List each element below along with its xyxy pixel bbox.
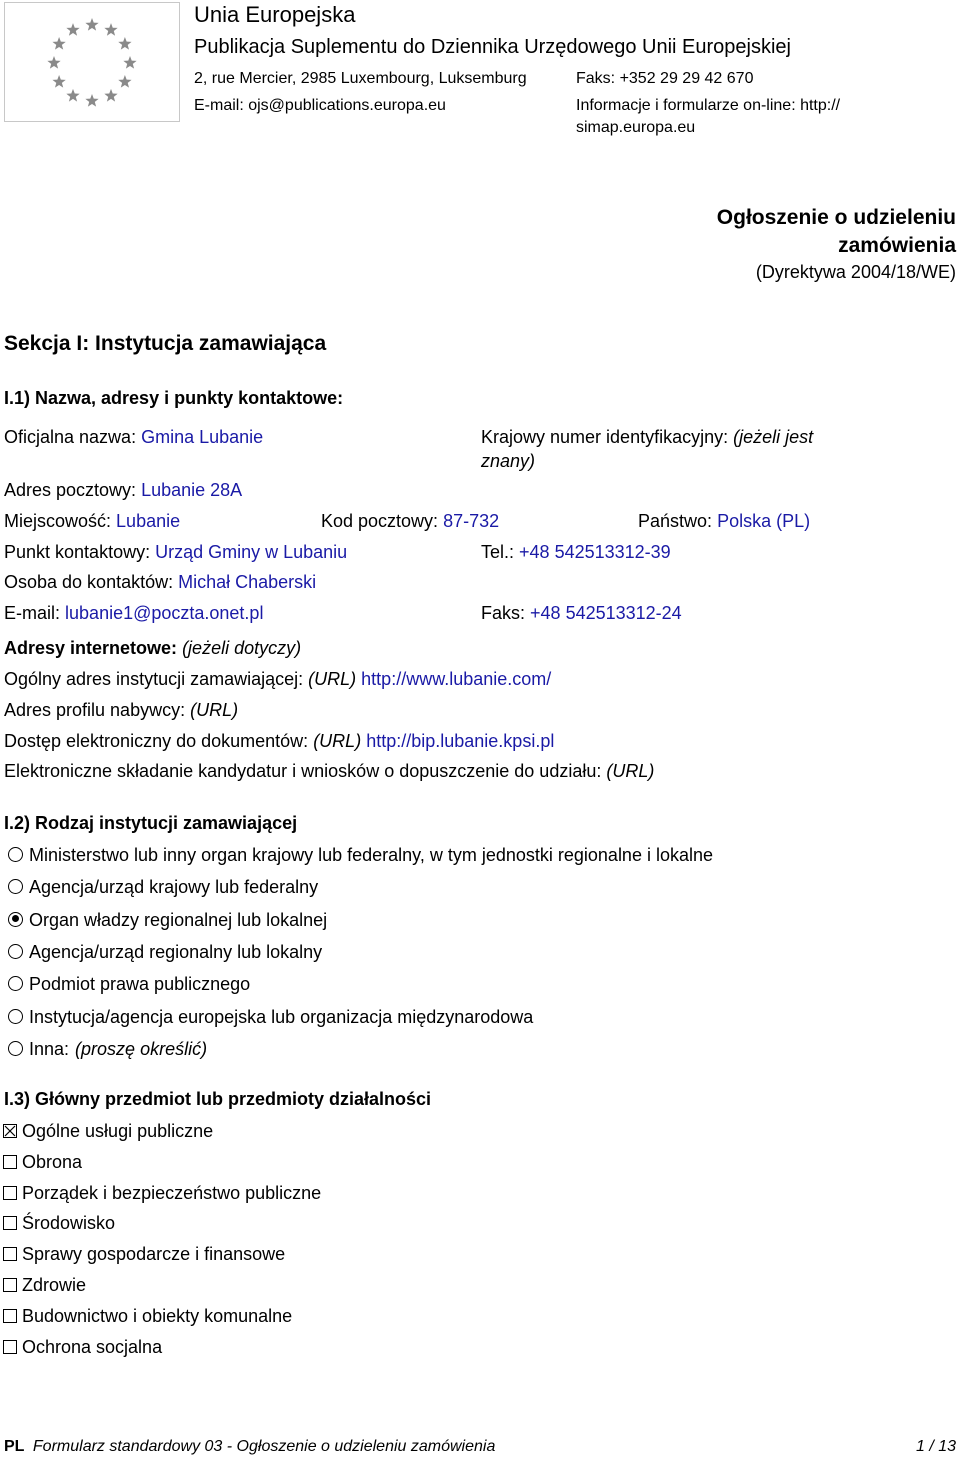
contact-person-value: Michał Chaberski bbox=[178, 572, 317, 592]
internet-heading: Adresy internetowe: bbox=[4, 638, 178, 658]
header-publication: Publikacja Suplementu do Dziennika Urzędowego Unii Europejskiej bbox=[194, 36, 791, 58]
general-address-link[interactable]: http://www.lubanie.com/ bbox=[361, 669, 552, 689]
radio-unchecked-icon[interactable] bbox=[8, 1041, 23, 1056]
town-label: Miejscowość: bbox=[4, 511, 112, 531]
activity-option[interactable] bbox=[3, 1120, 213, 1142]
header-fax: Faks: +352 29 29 42 670 bbox=[576, 70, 754, 87]
authority-type-label: Organ władzy regionalnej lub lokalnej bbox=[29, 909, 328, 930]
electronic-access-url-tag: (URL) bbox=[313, 731, 362, 751]
eu-star-icon bbox=[104, 89, 117, 102]
tel-value: +48 542513312-39 bbox=[519, 542, 671, 562]
i2-heading: I.2) Rodzaj instytucji zamawiającej bbox=[4, 813, 298, 833]
electronic-submission-url-tag: (URL) bbox=[606, 761, 655, 781]
national-id-row bbox=[481, 426, 813, 448]
eu-logo bbox=[4, 2, 180, 122]
contact-person-row bbox=[4, 571, 316, 593]
activity-option[interactable] bbox=[3, 1336, 162, 1358]
town-row bbox=[4, 510, 180, 532]
eu-star-icon bbox=[118, 37, 131, 50]
header-info-line2: simap.europa.eu bbox=[576, 119, 696, 136]
electronic-submission-label: Elektroniczne składanie kandydatur i wniosków o dopuszczenie do udziału: bbox=[4, 761, 602, 781]
header-address: 2, rue Mercier, 2985 Luxembourg, Luksemburg bbox=[194, 70, 527, 87]
header-org-name: Unia Europejska bbox=[194, 2, 356, 27]
eu-star-icon bbox=[118, 75, 131, 88]
eu-star-icon bbox=[85, 18, 98, 31]
internet-heading-row bbox=[4, 637, 301, 659]
activity-label: Porządek i bezpieczeństwo publiczne bbox=[22, 1182, 322, 1203]
contact-person-label: Osoba do kontaktów: bbox=[4, 572, 174, 592]
activity-label: Zdrowie bbox=[22, 1275, 87, 1295]
internet-note: (jeżeli dotyczy) bbox=[182, 638, 302, 658]
header-info-line1: Informacje i formularze on-line: http:// bbox=[576, 97, 841, 114]
town-value: Lubanie bbox=[116, 511, 181, 531]
checkbox-unchecked-icon[interactable] bbox=[3, 1155, 17, 1169]
country-value: Polska (PL) bbox=[717, 511, 811, 531]
checkbox-checked-icon[interactable] bbox=[3, 1124, 17, 1138]
postcode-row bbox=[321, 510, 499, 532]
authority-type-label: Ministerstwo lub inny organ krajowy lub federalny, w tym jednostki regionalne i lokalne bbox=[29, 845, 713, 865]
activity-label: Środowisko bbox=[22, 1213, 116, 1234]
official-name-label: Oficjalna nazwa: bbox=[4, 427, 137, 447]
general-address-url-tag: (URL) bbox=[308, 669, 357, 689]
eu-star-icon bbox=[52, 37, 65, 50]
footer-form-name: Formularz standardowy 03 - Ogłoszenie o udzieleniu zamówienia bbox=[32, 1438, 496, 1455]
header-email: E-mail: ojs@publications.europa.eu bbox=[194, 97, 446, 114]
authority-type-option[interactable] bbox=[8, 909, 327, 931]
checkbox-unchecked-icon[interactable] bbox=[3, 1216, 17, 1230]
fax-label: Faks: bbox=[481, 603, 526, 623]
fax-row bbox=[481, 602, 682, 624]
official-name-value: Gmina Lubanie bbox=[141, 427, 264, 447]
postal-address-value: Lubanie 28A bbox=[141, 480, 243, 500]
buyer-profile-label: Adres profilu nabywcy: bbox=[4, 700, 186, 720]
doc-directive: (Dyrektywa 2004/18/WE) bbox=[755, 262, 956, 282]
activity-option[interactable] bbox=[3, 1151, 82, 1173]
national-id-note-cont: znany) bbox=[481, 451, 536, 471]
buyer-profile-row bbox=[4, 699, 238, 721]
authority-type-option[interactable] bbox=[8, 1038, 207, 1060]
general-address-label: Ogólny adres instytucji zamawiającej: bbox=[4, 669, 304, 689]
authority-type-option[interactable] bbox=[8, 973, 250, 995]
activity-label: Budownictwo i obiekty komunalne bbox=[22, 1305, 293, 1326]
country-row bbox=[638, 510, 810, 532]
national-id-label: Krajowy numer identyfikacyjny: bbox=[481, 427, 729, 447]
eu-stars-emblem bbox=[5, 3, 179, 121]
activity-option[interactable] bbox=[3, 1243, 285, 1265]
country-label: Państwo: bbox=[638, 511, 713, 531]
postal-address-label: Adres pocztowy: bbox=[4, 480, 137, 500]
official-name-row bbox=[4, 426, 263, 448]
electronic-access-link[interactable]: http://bip.lubanie.kpsi.pl bbox=[366, 731, 555, 751]
eu-star-icon bbox=[66, 23, 79, 36]
eu-star-icon bbox=[85, 94, 98, 107]
email-value[interactable]: lubanie1@poczta.onet.pl bbox=[65, 603, 264, 623]
footer-left bbox=[4, 1438, 495, 1456]
activity-option[interactable] bbox=[3, 1305, 292, 1327]
eu-star-icon bbox=[47, 56, 60, 69]
checkbox-unchecked-icon[interactable] bbox=[3, 1186, 17, 1200]
radio-unchecked-icon[interactable] bbox=[8, 879, 23, 894]
doc-title-line2: zamówienia bbox=[838, 234, 956, 257]
section-heading: Sekcja I: Instytucja zamawiająca bbox=[4, 332, 327, 355]
activity-option[interactable] bbox=[3, 1182, 321, 1204]
footer-page-number: 1 / 13 bbox=[915, 1438, 956, 1455]
i1-heading: I.1) Nazwa, adresy i punkty kontaktowe: bbox=[4, 388, 344, 408]
contact-point-value: Urząd Gminy w Lubaniu bbox=[155, 542, 348, 562]
activity-label: Sprawy gospodarcze i finansowe bbox=[22, 1244, 286, 1265]
radio-unchecked-icon[interactable] bbox=[8, 944, 23, 959]
activity-label: Ochrona socjalna bbox=[22, 1336, 163, 1357]
authority-type-option[interactable] bbox=[8, 876, 318, 898]
checkbox-unchecked-icon[interactable] bbox=[3, 1309, 17, 1323]
checkbox-unchecked-icon[interactable] bbox=[3, 1247, 17, 1261]
authority-type-option[interactable] bbox=[8, 844, 713, 866]
contact-point-row bbox=[4, 541, 347, 563]
buyer-profile-url-tag: (URL) bbox=[190, 700, 239, 720]
eu-star-icon bbox=[104, 23, 117, 36]
radio-unchecked-icon[interactable] bbox=[8, 1009, 23, 1024]
email-row bbox=[4, 602, 263, 624]
radio-unchecked-icon[interactable] bbox=[8, 847, 23, 862]
activity-option[interactable] bbox=[3, 1212, 115, 1234]
electronic-access-label: Dostęp elektroniczny do dokumentów: bbox=[4, 731, 309, 751]
authority-type-option[interactable] bbox=[8, 941, 322, 963]
checkbox-unchecked-icon[interactable] bbox=[3, 1340, 17, 1354]
authority-type-label: Instytucja/agencja europejska lub organizacja międzynarodowa bbox=[29, 1006, 534, 1027]
electronic-access-row bbox=[4, 730, 554, 752]
radio-checked-icon[interactable] bbox=[8, 912, 23, 927]
checkbox-unchecked-icon[interactable] bbox=[3, 1278, 17, 1292]
postcode-value: 87-732 bbox=[443, 511, 500, 531]
general-address-row bbox=[4, 668, 551, 690]
authority-type-label: Inna: bbox=[29, 1038, 70, 1059]
authority-type-label: Agencja/urząd krajowy lub federalny bbox=[29, 877, 319, 898]
footer-lang: PL bbox=[4, 1438, 25, 1455]
eu-star-icon bbox=[123, 56, 136, 69]
doc-title-line1: Ogłoszenie o udzieleniu bbox=[716, 206, 956, 229]
electronic-submission-row bbox=[4, 760, 654, 782]
fax-value: +48 542513312-24 bbox=[530, 603, 682, 623]
email-label: E-mail: bbox=[4, 603, 61, 623]
activity-label: Obrona bbox=[22, 1151, 83, 1172]
national-id-note: (jeżeli jest bbox=[733, 427, 814, 447]
eu-star-icon bbox=[52, 75, 65, 88]
tel-row bbox=[481, 541, 671, 563]
postal-address-row bbox=[4, 479, 242, 501]
activity-label: Ogólne usługi publiczne bbox=[22, 1121, 214, 1141]
authority-type-label: Podmiot prawa publicznego bbox=[29, 974, 251, 995]
tel-label: Tel.: bbox=[481, 542, 515, 562]
activity-option[interactable] bbox=[3, 1274, 86, 1296]
i3-heading: I.3) Główny przedmiot lub przedmioty działalności bbox=[4, 1089, 432, 1109]
authority-type-label: Agencja/urząd regionalny lub lokalny bbox=[29, 941, 323, 962]
eu-star-icon bbox=[66, 89, 79, 102]
contact-point-label: Punkt kontaktowy: bbox=[4, 542, 151, 562]
radio-unchecked-icon[interactable] bbox=[8, 976, 23, 991]
authority-type-option[interactable] bbox=[8, 1006, 533, 1028]
postcode-label: Kod pocztowy: bbox=[321, 511, 439, 531]
authority-type-note: (proszę określić) bbox=[75, 1038, 208, 1059]
